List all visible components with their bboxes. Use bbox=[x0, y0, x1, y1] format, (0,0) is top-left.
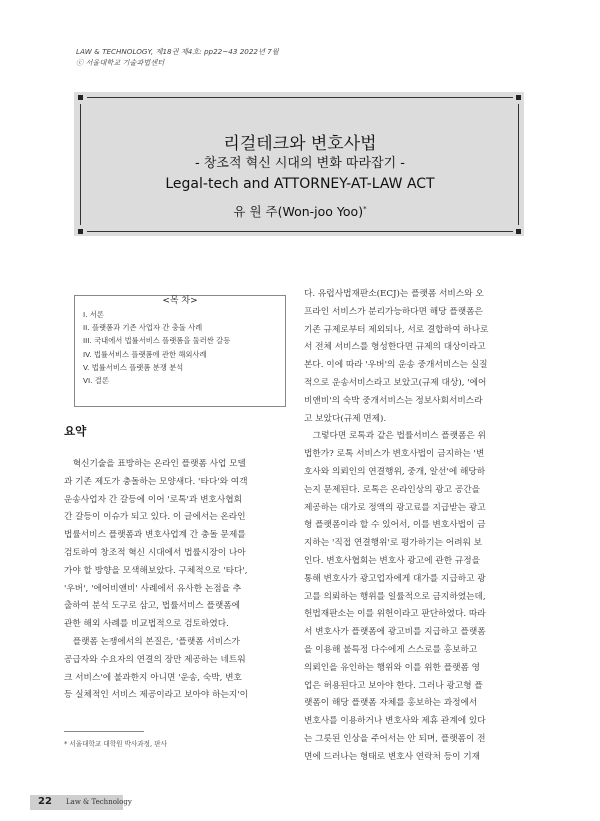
footer-journal-name: Law & Technology bbox=[66, 798, 132, 806]
author-name: 유 원 주(Won-joo Yoo) bbox=[233, 204, 364, 219]
body-line: '우버', '에어비앤비' 사례에서 유사한 논점을 추 bbox=[64, 583, 242, 594]
body-line: 형 플랫폼이라 할 수 있어서, 이를 변호사법이 금 bbox=[304, 520, 486, 531]
footnote-rule bbox=[64, 731, 144, 732]
corner-square-tl bbox=[78, 95, 83, 100]
toc-item: III. 국내에서 법률서비스 플랫폼을 둘러싼 갈등 bbox=[83, 336, 231, 346]
body-line: 플랫폼 논쟁에서의 본질은, '플랫폼 서비스가 bbox=[64, 636, 240, 647]
paper-english-title: Legal-tech and ATTORNEY-AT-LAW ACT bbox=[165, 176, 435, 192]
left-column bbox=[64, 456, 280, 705]
body-line: 비앤비'의 숙박 중개서비스는 정보사회서비스라 bbox=[304, 395, 483, 406]
body-line: 그렇다면 로톡과 같은 법률서비스 플랫폼은 위 bbox=[304, 431, 486, 442]
body-line: 본다. 이에 따라 '우버'의 운송 중개서비스는 실질 bbox=[304, 360, 488, 371]
body-line: 법률서비스 플랫폼과 변호사업계 간 충돌 문제를 bbox=[64, 530, 246, 541]
toc-heading: <목 차> bbox=[156, 296, 203, 306]
body-line: 검토하여 창조적 혁신 시대에서 법률시장이 나아 bbox=[64, 547, 246, 558]
body-line: 간 갈등이 이슈가 되고 있다. 이 글에서는 온라인 bbox=[64, 512, 246, 523]
body-line: 다. 유럽사법재판소(ECJ)는 플랫폼 서비스와 오 bbox=[304, 289, 484, 299]
frame-line-bottom bbox=[87, 231, 513, 232]
copyright-line: ⓒ 서울대학교 기술과법센터 bbox=[76, 58, 165, 67]
body-line: 출하여 분석 도구로 삼고, 법률서비스 플랫폼에 bbox=[64, 601, 241, 612]
body-line: 을 이용해 불특정 다수에게 스스로를 홍보하고 bbox=[304, 644, 478, 655]
body-line: 면에 드러나는 형태로 변호사 연락처 등이 기재 bbox=[304, 751, 481, 762]
body-line: 관한 해외 사례를 비교법적으로 검토하였다. bbox=[64, 619, 229, 630]
body-line: 등 실체적인 서비스 제공이라고 보아야 하는지'이 bbox=[64, 690, 249, 701]
body-line: 서 변호사가 플랫폼에 광고비를 지급하고 플랫폼 bbox=[304, 627, 486, 638]
body-line: 고를 의뢰하는 행위를 일률적으로 금지하였는데, bbox=[304, 591, 486, 602]
corner-square-tr bbox=[516, 95, 521, 100]
body-line: 랫폼이 해당 플랫폼 자체를 홍보하는 과정에서 bbox=[304, 698, 478, 709]
corner-square-br bbox=[516, 229, 521, 234]
paper-subtitle: - 창조적 혁신 시대의 변화 따라잡기 - bbox=[195, 156, 405, 171]
body-line: 는 그릇된 인상을 주어서는 안 되며, 플랫폼이 전 bbox=[304, 733, 486, 744]
body-line: 지하는 '직접 연결행위'로 평가하기는 어려워 보 bbox=[304, 538, 483, 549]
body-line: 업은 허용된다고 보아야 한다. 그러나 광고형 플 bbox=[304, 680, 483, 691]
header-meta bbox=[76, 46, 279, 68]
body-line: 변호사를 이용하거나 변호사와 제휴 관계에 있다 bbox=[304, 716, 486, 727]
corner-square-bl bbox=[78, 229, 83, 234]
body-line: 제공하는 대가로 정액의 광고료를 지급받는 광고 bbox=[304, 502, 486, 513]
abstract-heading: 요약 bbox=[64, 424, 87, 438]
body-line: 혁신기술을 표방하는 온라인 플랫폼 사업 모델 bbox=[64, 459, 246, 469]
body-line: 서 전체 서비스를 형성한다면 규제의 대상이라고 bbox=[304, 342, 486, 353]
author-footnote-mark: * bbox=[363, 204, 367, 213]
paper-author bbox=[0, 202, 600, 220]
body-line: 공급자와 수요자의 연결의 장만 제공하는 네트워 bbox=[64, 654, 246, 665]
toc-item: VI. 결론 bbox=[83, 376, 109, 386]
page-number: 22 bbox=[38, 796, 52, 807]
body-line: 호사와 의뢰인의 연결행위, 중개, 알선'에 해당하 bbox=[304, 466, 486, 477]
footnote: * 서울대학교 대학원 박사과정, 판사 bbox=[64, 740, 167, 748]
toc-item: I. 서론 bbox=[83, 310, 104, 319]
paper-title: 리걸테크와 변호사법 bbox=[223, 134, 377, 154]
toc-item: V. 법률서비스 플랫폼 분쟁 분석 bbox=[83, 362, 184, 372]
body-line: 통해 변호사가 광고업자에게 대가를 지급하고 광 bbox=[304, 573, 486, 584]
body-line: 인다. 변호사협회는 변호사 광고에 관한 규정을 bbox=[304, 555, 481, 566]
body-line: 법한가? 로톡 서비스가 변호사법이 금지하는 '변 bbox=[304, 449, 485, 460]
body-line: 적으로 운송서비스라고 보았고(규제 대상), '에어 bbox=[304, 377, 487, 388]
journal-citation: LAW & TECHNOLOGY, 제18권 제4호: pp22~43 2022년 7월 bbox=[76, 47, 279, 56]
toc-item: IV. 법률서비스 플랫폼에 관한 해외사례 bbox=[83, 349, 207, 359]
body-line: 프라인 서비스가 분리가능하다면 해당 플랫폼은 bbox=[304, 306, 483, 317]
frame-line-top bbox=[87, 97, 513, 98]
body-line: 는지 문제된다. 로톡은 온라인상의 광고 공간을 bbox=[304, 484, 481, 495]
body-line: 과 기존 제도가 충돌하는 모양새다. '타다'와 여객 bbox=[64, 476, 248, 487]
right-column bbox=[304, 286, 520, 767]
body-line: 가야 할 방향을 모색해보았다. 구체적으로 '타다', bbox=[64, 565, 248, 576]
body-line: 기존 규제로부터 제외되나, 서로 결합하여 하나로 bbox=[304, 324, 489, 335]
table-of-contents bbox=[74, 295, 286, 407]
toc-item: II. 플랫폼과 기존 사업자 간 충돌 사례 bbox=[83, 323, 203, 333]
body-line: 의뢰인을 유인하는 행위와 이를 위한 플랫폼 영 bbox=[304, 662, 481, 673]
body-line: 헌법재판소는 이를 위헌이라고 판단하였다. 따라 bbox=[304, 609, 486, 620]
body-line: 고 보았다(규제 면제). bbox=[304, 413, 387, 424]
body-line: 크 서비스'에 불과한지 아니면 '운송, 숙박, 변호 bbox=[64, 672, 242, 683]
body-line: 운송사업자 간 갈등에 이어 '로톡'과 변호사협회 bbox=[64, 494, 243, 505]
